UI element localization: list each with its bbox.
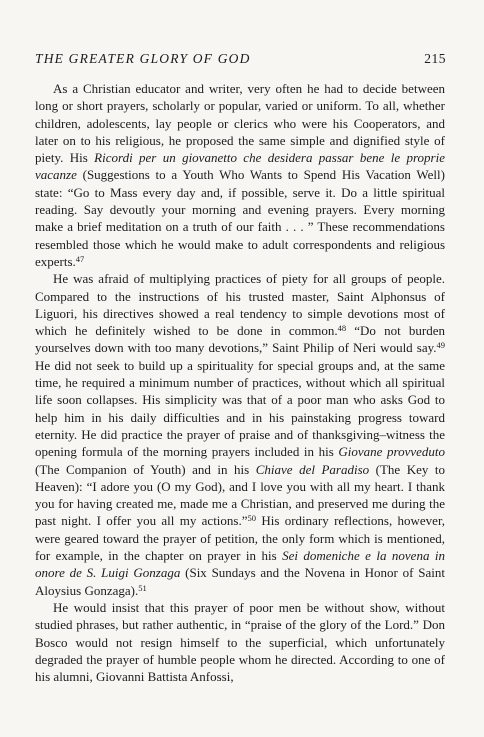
paragraph-2 bbox=[35, 270, 445, 599]
footnote-ref: 50 bbox=[247, 513, 256, 524]
text-run: “Do not burden yourselves down with too many devotions,” Saint Philip of Neri would say. bbox=[35, 323, 445, 356]
text-run: He was afraid of multiplying practices of piety for all groups of people. Compared to the instructions of his trusted master, Saint Alphonsus of Liguori, his directives showed a real tendency to simple devotions most of which he definitely wished to be done in common. bbox=[35, 271, 445, 339]
footnote-ref: 51 bbox=[138, 582, 147, 593]
footnote-ref: 49 bbox=[436, 340, 445, 351]
italic-title: Ricordi per un giovanetto che desidera passar bene le proprie vacanze bbox=[35, 150, 445, 183]
text-run: As a Christian educator and writer, very often he had to decide between long or short prayers, scholarly or popular, varied or uniform. To all, whether children, adolescents, lay people or clerics who were his Cooperators, and later on to his religious, he proposed the same simple and dignified style of piety. His bbox=[35, 81, 445, 166]
text-run: (Suggestions to a Youth Who Wants to Spend His Vacation Well) state: “Go to Mass every day and, if possible, serve it. Do a little spiritual reading. Say devoutly your morning and evening prayers. Every morning make a brief meditation on a truth of our faith . . . ” These recommendations resembled those which he would make to adult correspondents and religious experts. bbox=[35, 167, 445, 269]
paragraph-1 bbox=[35, 80, 445, 270]
text-run: He did not seek to build up a spirituality for special groups and, at the same time, he required a minimum number of practices, without which all spiritual life soon collapses. His simplicity was that of a poor man who asks God to help him in his daily difficulties and in his painstaking progress toward eternity. He did practice the prayer of praise and of thanksgiving–witness the opening formula of the morning prayers included in his bbox=[35, 357, 445, 460]
text-run: He would insist that this prayer of poor men be without show, without studied phrases, but rather authentic, in “praise of the glory of the Lord.” Don Bosco would not resign himself to the superficial, which unfortunately degraded the prayer of humble people whom he directed. According to one of his alumni, Giovanni Battista Anfossi, bbox=[35, 599, 445, 685]
italic-title: Sei domeniche e la novena in onore de S. Luigi Gonzaga bbox=[35, 548, 445, 581]
running-header bbox=[35, 51, 446, 67]
paragraph-3 bbox=[35, 599, 445, 685]
italic-title: Chiave del Paradiso bbox=[255, 461, 370, 477]
footnote-ref: 48 bbox=[337, 323, 347, 334]
text-run: His ordinary reflections, however, were geared toward the prayer of petition, the only form which is mentioned, for example, in the chapter on prayer in his bbox=[35, 513, 445, 564]
text-run: (The Companion of Youth) and in his bbox=[35, 461, 256, 477]
footnote-ref: 47 bbox=[75, 253, 85, 264]
text-run: (Six Sundays and the Novena in Honor of Saint Aloysius Gonzaga). bbox=[35, 565, 445, 598]
italic-title: Giovane provveduto bbox=[338, 444, 445, 460]
running-title: THE GREATER GLORY OF GOD bbox=[35, 51, 251, 66]
text-run: (The Key to Heaven): “I adore you (O my God), and I love you with all my heart. I thank you for having created me, made me a Christian, and preserved me during the past night. I offer you all my actions.” bbox=[35, 461, 445, 529]
page-number: 215 bbox=[424, 51, 446, 66]
body-text bbox=[35, 80, 445, 685]
